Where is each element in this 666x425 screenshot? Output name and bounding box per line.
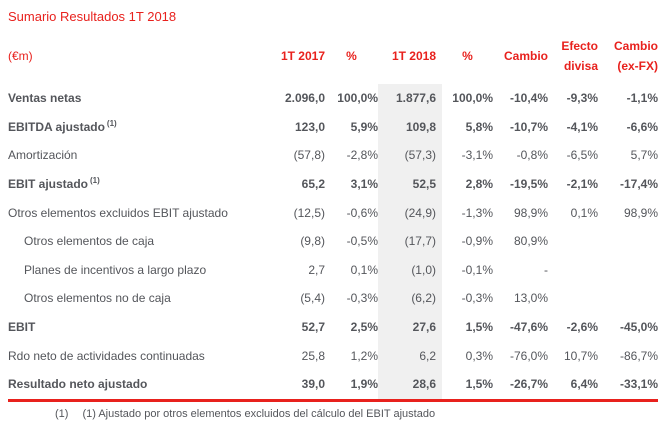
row-label: Rdo neto de actividades continuadas <box>8 348 205 363</box>
cell: 1,2% <box>350 348 378 363</box>
cell: -3,1% <box>461 148 493 163</box>
cell: 5,9% <box>350 119 378 134</box>
cell: -0,1% <box>461 262 493 277</box>
cell: -2,1% <box>566 177 598 192</box>
footnote <box>55 408 666 420</box>
col-header-cambio-exfx <box>598 28 658 84</box>
cell: 5,8% <box>465 119 493 134</box>
cell: 13,0% <box>513 291 548 306</box>
cell: 2.096,0 <box>284 91 325 106</box>
cell: 10,7% <box>563 348 598 363</box>
cell: -47,6% <box>509 320 548 335</box>
col-header-1t2018: 1T 2018 <box>391 48 436 63</box>
cell: 52,5 <box>378 170 442 199</box>
table-row <box>8 313 658 342</box>
table-row <box>8 284 658 313</box>
cell: (1,0) <box>378 256 442 285</box>
cell: 2,5% <box>350 320 378 335</box>
cell: -19,5% <box>509 177 548 192</box>
cell: 1,9% <box>350 377 378 392</box>
table-body <box>8 84 658 400</box>
cell: -10,4% <box>509 91 548 106</box>
cell: 27,6 <box>378 313 442 342</box>
table-row <box>8 256 658 285</box>
cell: (57,3) <box>378 141 442 170</box>
row-label: Otros elementos excluidos EBIT ajustado <box>8 205 228 220</box>
unit-label: (€m) <box>8 48 33 63</box>
cell: 3,1% <box>350 177 378 192</box>
cell: -86,7% <box>619 348 658 363</box>
header-line: (ex-FX) <box>617 59 658 73</box>
cell: (6,2) <box>378 284 442 313</box>
cell: -76,0% <box>509 348 548 363</box>
cell: 100,0% <box>337 91 378 106</box>
cell: 39,0 <box>301 377 325 392</box>
cell: 123,0 <box>294 119 325 134</box>
col-header-pct-2017: % <box>346 48 357 63</box>
results-table <box>8 28 658 402</box>
table-row <box>8 370 658 400</box>
cell: (24,9) <box>378 198 442 227</box>
row-label: Ventas netas <box>8 91 82 106</box>
footnote-text: (1) Ajustado por otros elementos excluidos del cálculo del EBIT ajustado <box>82 407 436 420</box>
row-label: Amortización <box>8 148 78 163</box>
cell <box>548 227 598 256</box>
cell <box>548 256 598 285</box>
table-row <box>8 141 658 170</box>
cell: - <box>544 262 548 277</box>
cell: 5,7% <box>630 148 658 163</box>
cell: 6,4% <box>570 377 598 392</box>
col-header-1t2017: 1T 2017 <box>280 48 325 63</box>
table-row <box>8 227 658 256</box>
row-label: EBITDA ajustado $^{(1)}$ <box>8 118 117 134</box>
cell: -26,7% <box>509 377 548 392</box>
footnote-ref: (1) <box>90 176 100 186</box>
cell: -0,9% <box>461 234 493 249</box>
cell: -9,3% <box>566 91 598 106</box>
footnote-ref: (1) <box>106 118 117 128</box>
cell: -2,8% <box>346 148 378 163</box>
cell: -17,4% <box>619 177 658 192</box>
cell: 80,9% <box>513 234 548 249</box>
cell: -2,6% <box>566 320 598 335</box>
cell <box>598 256 658 285</box>
row-label: EBIT ajustado $^{(1)}$ <box>8 176 100 192</box>
cell: (57,8) <box>293 148 325 163</box>
cell: -33,1% <box>619 377 658 392</box>
cell: 65,2 <box>301 177 325 192</box>
cell: 2,7 <box>308 262 325 277</box>
row-label: Otros elementos no de caja <box>24 291 171 306</box>
cell: (17,7) <box>378 227 442 256</box>
cell: 52,7 <box>301 320 325 335</box>
cell: 1,5% <box>465 377 493 392</box>
row-label: EBIT <box>8 320 36 335</box>
cell: 98,9% <box>513 205 548 220</box>
cell: -0,8% <box>516 148 548 163</box>
cell: 98,9% <box>623 205 658 220</box>
cell: -4,1% <box>566 119 598 134</box>
cell: 109,8 <box>378 113 442 142</box>
cell: -0,6% <box>346 205 378 220</box>
cell: -10,7% <box>509 119 548 134</box>
table-header <box>8 28 658 84</box>
cell <box>598 284 658 313</box>
row-label: Planes de incentivos a largo plazo <box>24 262 207 277</box>
cell: 6,2 <box>378 341 442 370</box>
table-row <box>8 198 658 227</box>
cell <box>548 284 598 313</box>
cell: -6,5% <box>566 148 598 163</box>
cell: 1,5% <box>465 320 493 335</box>
cell: -1,3% <box>461 205 493 220</box>
col-header-pct-2018: % <box>462 48 473 63</box>
cell: -1,1% <box>626 91 658 106</box>
footnote-marker: (1) <box>55 407 69 420</box>
table-row <box>8 341 658 370</box>
row-label: Otros elementos de caja <box>24 234 155 249</box>
cell: -0,3% <box>346 291 378 306</box>
cell: 100,0% <box>452 91 493 106</box>
cell: 25,8 <box>301 348 325 363</box>
cell: 1.877,6 <box>378 84 442 113</box>
cell: -45,0% <box>619 320 658 335</box>
header-line: Efecto <box>561 38 598 53</box>
row-label: Resultado neto ajustado <box>8 377 148 392</box>
table-row <box>8 170 658 199</box>
cell: -0,5% <box>346 234 378 249</box>
col-header-cambio: Cambio <box>503 48 548 63</box>
cell: 2,8% <box>465 177 493 192</box>
cell: -0,3% <box>461 291 493 306</box>
cell: 28,6 <box>378 370 442 400</box>
header-row <box>8 28 658 84</box>
header-line: divisa <box>563 59 598 73</box>
cell <box>598 227 658 256</box>
col-header-efecto-divisa <box>548 28 598 84</box>
header-line: Cambio <box>613 38 658 53</box>
cell: -6,6% <box>626 119 658 134</box>
cell: 0,1% <box>570 205 598 220</box>
table-row <box>8 113 658 142</box>
page-title: Sumario Resultados 1T 2018 <box>8 9 177 24</box>
cell: 0,1% <box>350 262 378 277</box>
table-row <box>8 84 658 113</box>
cell: (9,8) <box>300 234 325 249</box>
cell: (5,4) <box>300 291 325 306</box>
cell: (12,5) <box>293 205 325 220</box>
cell: 0,3% <box>465 348 493 363</box>
